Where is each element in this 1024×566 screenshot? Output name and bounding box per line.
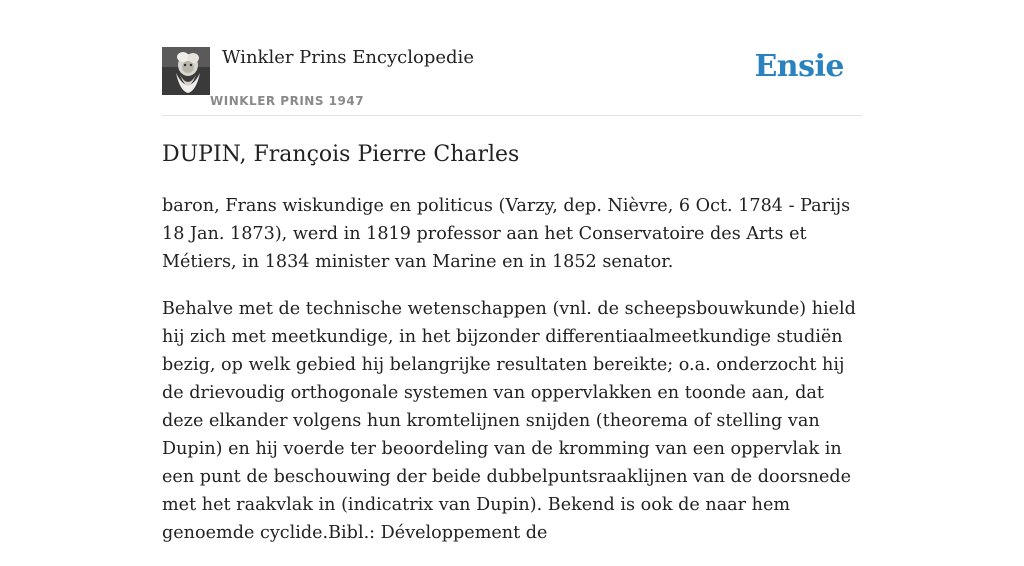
paragraph: baron, Frans wiskundige en politicus (Varzy, dep. Nièvre, 6 Oct. 1784 - Parijs 18 Jan. 1873), werd in 1819 professor aan het Conservatoire des Arts et Métiers, in 1834 minister van Marine en in 1852 senator. <box>162 196 851 272</box>
paragraph: Behalve met de technische wetenschappen (vnl. de scheepsbouwkunde) hield hij zich met meetkundige, in het bijzonder differentiaalmeetkundige studiën bezig, op welk gebied hij belangrijke resultaten bereikte; o.a. onderzocht hij de drievoudig orthogonale systemen van oppervlakken en toonde aan, dat deze elkander volgens hun kromtelijnen snijden (theorema of stelling van Dupin) en hij voerde ter beoordeling van de kromming van een oppervlak in een punt de beschouwing der beide dubbelpuntsraaklijnen van de doorsnede met het raakvlak in (indicatrix van Dupin). Bekend is ook de naar hem genoemde cyclide.Bibl.: Développement de <box>162 299 856 543</box>
bearded-man-portrait-icon <box>162 47 210 95</box>
page-title: DUPIN, François Pierre Charles <box>162 142 520 167</box>
brand-logo[interactable]: Ensie <box>754 49 844 84</box>
edition-label[interactable]: WINKLER PRINS 1947 <box>210 94 365 108</box>
avatar[interactable] <box>162 47 210 95</box>
article-body <box>162 192 862 566</box>
site-header <box>162 0 862 116</box>
site-title[interactable]: Winkler Prins Encyclopedie <box>222 47 474 68</box>
content-column <box>162 0 862 543</box>
